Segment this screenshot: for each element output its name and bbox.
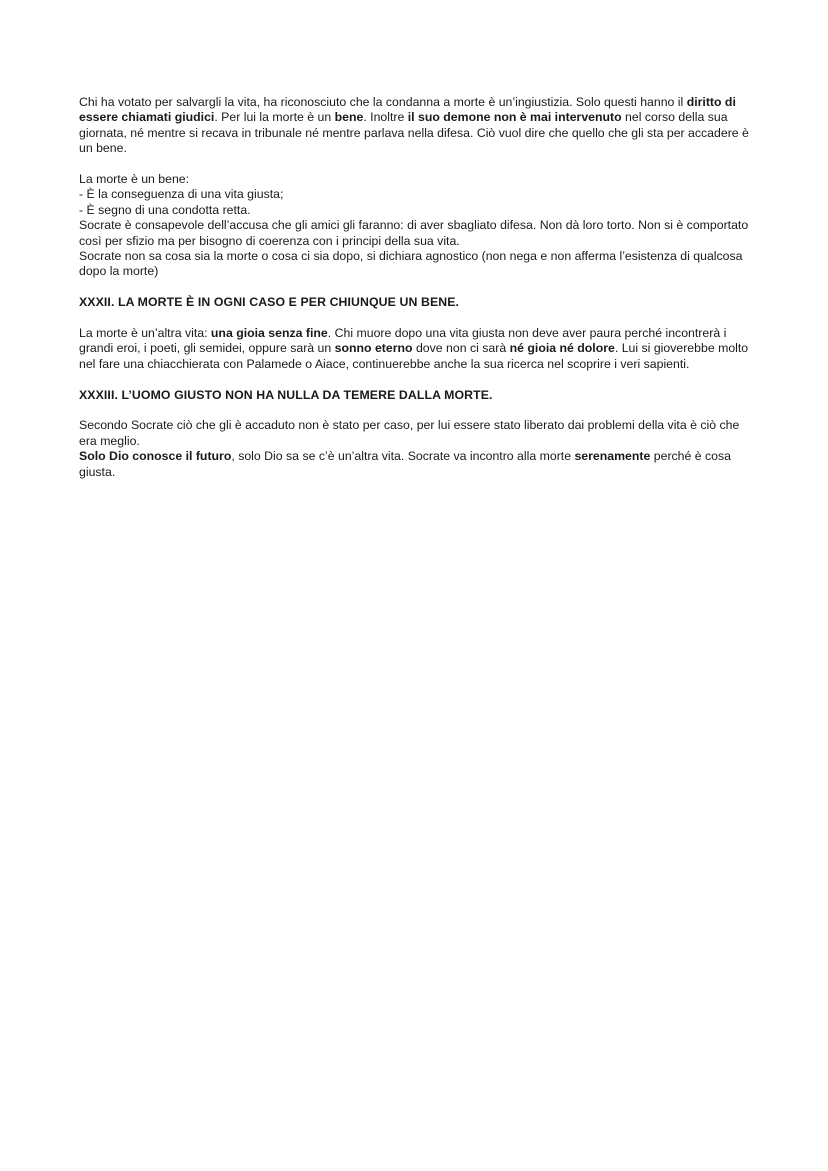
section-32-paragraph: La morte è un’altra vita: una gioia senza fine. Chi muore dopo una vita giusta non deve aver paura perché incontrerà i grandi eroi, i poeti, gli semidei, oppure sarà un sonno eterno dove non ci sarà né gioia né dolore. Lui si gioverebbe molto nel fare una chiacchierata con Palamede o Aiace, continuerebbe anche la sua ricerca nel scoprire i veri sapienti. xyxy=(79,326,749,371)
bold-phrase: sonno eterno xyxy=(334,341,413,356)
socrates-aware-paragraph: Socrate è consapevole dell’accusa che gli amici gli faranno: di aver sbagliato difesa. Non dà loro torto. Non si è comportato così per sfizio ma per bisogno di coerenza con i principi della sua vita. xyxy=(79,218,749,248)
bold-phrase: una gioia senza fine xyxy=(210,326,328,341)
bold-phrase: diritto di essere chiamati giudici xyxy=(79,95,736,125)
paragraph-gap xyxy=(79,311,751,326)
section-33-paragraph-2: Solo Dio conosce il futuro, solo Dio sa se c’è un’altra vita. Socrate va incontro alla morte serenamente perché è cosa giusta. xyxy=(79,449,732,479)
bold-phrase: serenamente xyxy=(574,449,651,464)
paragraph-gap xyxy=(79,157,751,172)
intro-paragraph: Chi ha votato per salvargli la vita, ha riconosciuto che la condanna a morte è un’ingiustizia. Solo questi hanno il diritto di essere chiamati giudici. Per lui la morte è un bene. Inoltre il suo demone non è mai intervenuto nel corso della sua giornata, né mentre si recava in tribunale né mentre parlava nella difesa. Ciò vuol dire che quello che gli sta per accadere è un bene. xyxy=(79,95,749,156)
document-page xyxy=(79,95,751,480)
bold-phrase: né gioia né dolore xyxy=(509,341,615,356)
list-item: - È segno di una condotta retta. xyxy=(79,202,251,217)
list-item: - È la conseguenza di una vita giusta; xyxy=(79,187,284,202)
paragraph-gap xyxy=(79,372,751,387)
bold-phrase: Solo Dio conosce il futuro xyxy=(79,449,232,464)
death-good-title: La morte è un bene: xyxy=(79,172,190,187)
section-heading-32: XXXII. LA MORTE È IN OGNI CASO E PER CHIUNQUE UN BENE. xyxy=(79,295,460,310)
bold-phrase: bene xyxy=(334,110,364,125)
paragraph-gap xyxy=(79,403,751,418)
socrates-agnostic-paragraph: Socrate non sa cosa sia la morte o cosa ci sia dopo, si dichiara agnostico (non nega e non afferma l’esistenza di qualcosa dopo la morte) xyxy=(79,249,743,279)
paragraph-gap xyxy=(79,280,751,295)
section-heading-33: XXXIII. L’UOMO GIUSTO NON HA NULLA DA TEMERE DALLA MORTE. xyxy=(79,387,493,402)
section-33-paragraph: Secondo Socrate ciò che gli è accaduto non è stato per caso, per lui essere stato liberato dai problemi della vita è ciò che era meglio. xyxy=(79,418,740,448)
bold-phrase: il suo demone non è mai intervenuto xyxy=(407,110,622,125)
